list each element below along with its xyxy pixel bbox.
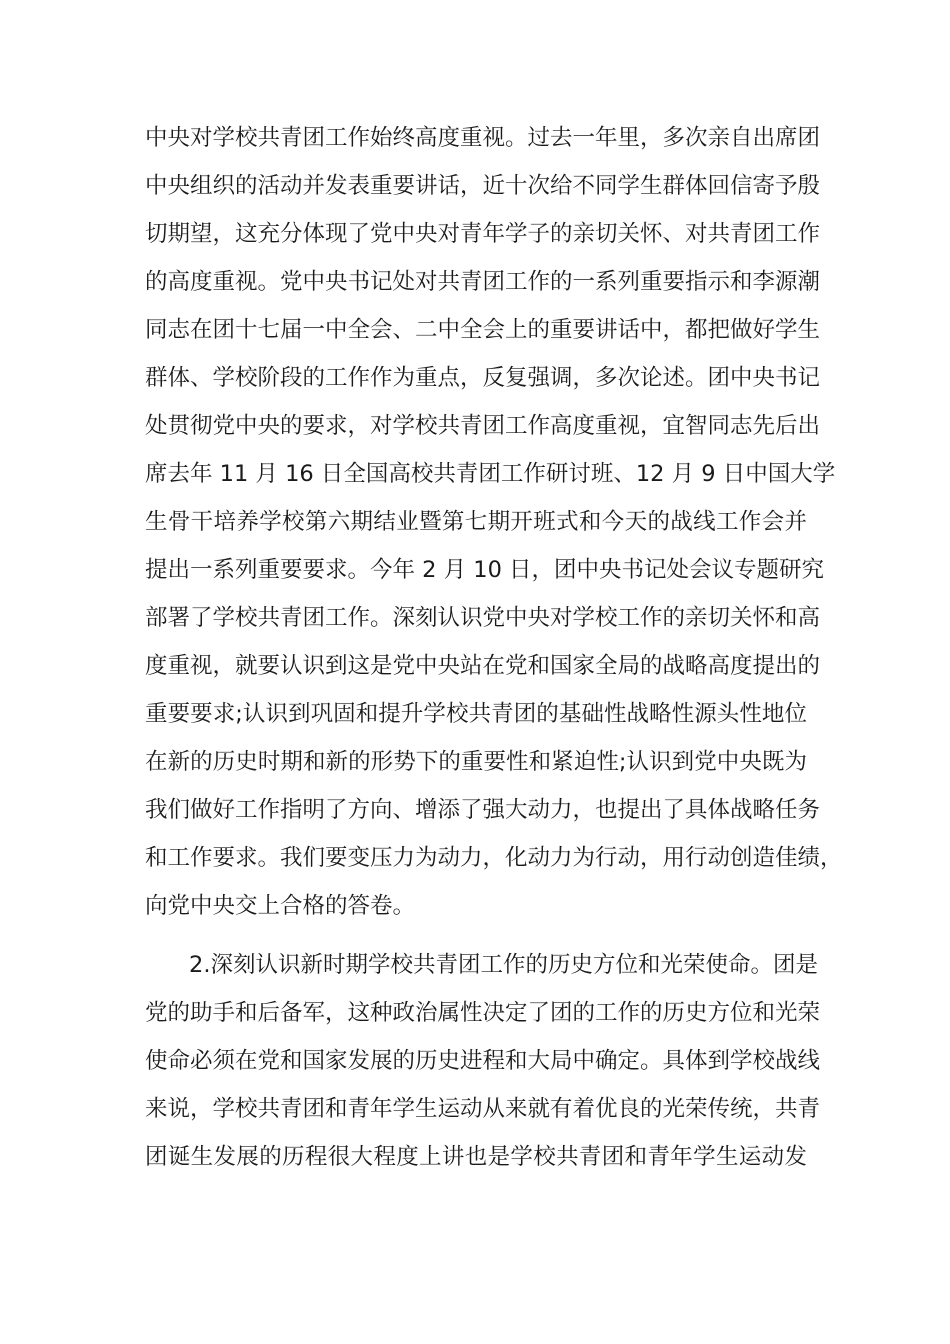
text-line: 席去年 11 月 16 日全国高校共青团工作研讨班、12 月 9 日中国大学 [145,461,836,487]
text-line: 向党中央交上合格的答卷。 [145,893,416,919]
text-line: 切期望，这充分体现了党中央对青年学子的亲切关怀、对共青团工作 [145,221,821,247]
text-line: 提出一系列重要要求。今年 2 月 10 日，团中央书记处会议专题研究 [145,557,825,583]
text-line: 来说，学校共青团和青年学生运动从来就有着优良的光荣传统，共青 [145,1096,821,1122]
text-line: 生骨干培养学校第六期结业暨第七期开班式和今天的战线工作会并 [145,509,807,535]
text-line: 在新的历史时期和新的形势下的重要性和紧迫性;认识到党中央既为 [145,749,807,775]
text-line: 重要要求;认识到巩固和提升学校共青团的基础性战略性源头性地位 [145,701,807,727]
text-line: 部署了学校共青团工作。深刻认识党中央对学校工作的亲切关怀和高 [145,605,821,631]
text-line: 群体、学校阶段的工作作为重点，反复强调，多次论述。团中央书记 [145,365,821,391]
paragraph-1 [145,114,843,930]
text-line: 的高度重视。党中央书记处对共青团工作的一系列重要指示和李源潮 [145,269,821,295]
text-line: 同志在团十七届一中全会、二中全会上的重要讲话中，都把做好学生 [145,317,821,343]
text-line: 和工作要求。我们要变压力为动力，化动力为行动，用行动创造佳绩， [145,845,843,871]
text-line: 中央组织的活动并发表重要讲话，近十次给不同学生群体回信寄予殷 [145,173,821,199]
text-line: 中央对学校共青团工作始终高度重视。过去一年里，多次亲自出席团 [145,125,821,151]
text-line: 处贯彻党中央的要求，对学校共青团工作高度重视，宜智同志先后出 [145,413,821,439]
text-line: 团诞生发展的历程很大程度上讲也是学校共青团和青年学生运动发 [145,1144,807,1170]
document-body [145,114,843,1181]
text-line: 使命必须在党和国家发展的历史进程和大局中确定。具体到学校战线 [145,1048,821,1074]
text-line: 党的助手和后备军，这种政治属性决定了团的工作的历史方位和光荣 [145,1000,821,1026]
paragraph-spacer [145,930,807,941]
text-line: 2.深刻认识新时期学校共青团工作的历史方位和光荣使命。团是 [189,952,818,978]
paragraph-2 [145,941,821,1181]
text-line: 度重视，就要认识到这是党中央站在党和国家全局的战略高度提出的 [145,653,821,679]
text-line: 我们做好工作指明了方向、增添了强大动力，也提出了具体战略任务 [145,797,821,823]
